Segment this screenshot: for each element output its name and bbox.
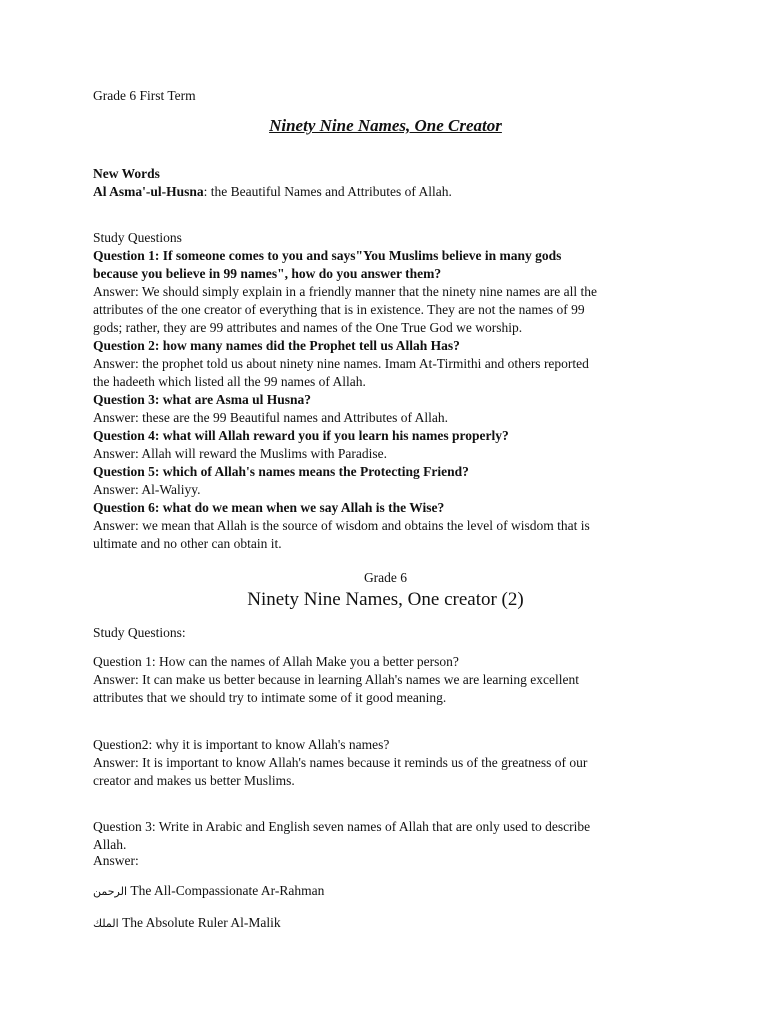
section-2-study-questions-heading: Study Questions: xyxy=(93,625,186,640)
new-words-heading: New Words xyxy=(93,166,160,181)
answer-1-line-3: gods; rather, they are 99 attributes and names of the One True God we worship. xyxy=(93,320,523,335)
allah-name-arabic: الملك xyxy=(93,917,119,930)
document-title: Ninety Nine Names, One Creator xyxy=(269,116,502,135)
answer-4: Answer: Allah will reward the Muslims with Paradise. xyxy=(93,446,387,461)
section-2-answer-1-line-2: attributes that we should try to intimate some of it good meaning. xyxy=(93,690,447,705)
question-5: Question 5: which of Allah's names means the Protecting Friend? xyxy=(93,464,469,479)
question-3: Question 3: what are Asma ul Husna? xyxy=(93,392,312,407)
answer-2-line-2: the hadeeth which listed all the 99 names of Allah. xyxy=(93,374,366,389)
question-1-line-1: Question 1: If someone comes to you and says"You Muslims believe in many gods xyxy=(93,248,562,263)
section-2-question-1: Question 1: How can the names of Allah Make you a better person? xyxy=(93,654,459,669)
allah-name-english: The Absolute Ruler Al-Malik xyxy=(122,915,281,930)
allah-name-item xyxy=(93,914,281,933)
section-2-answer-2-line-1: Answer: It is important to know Allah's names because it reminds us of the greatness of our xyxy=(93,755,588,770)
allah-name-english: The All-Compassionate Ar-Rahman xyxy=(130,883,325,898)
allah-name-item xyxy=(93,882,324,901)
section-2-answer-2-line-2: creator and makes us better Muslims. xyxy=(93,773,295,788)
answer-1-line-1: Answer: We should simply explain in a friendly manner that the ninety nine names are all the xyxy=(93,284,598,299)
document-header: Grade 6 First Term xyxy=(93,88,196,103)
section-2-answer-label: Answer: xyxy=(93,853,139,868)
new-words-term: Al Asma'-ul-Husna xyxy=(93,184,204,199)
section-2-answer-1-line-1: Answer: It can make us better because in learning Allah's names we are learning excellent xyxy=(93,672,579,687)
new-words-definition: : the Beautiful Names and Attributes of Allah. xyxy=(203,184,452,199)
answer-2-line-1: Answer: the prophet told us about ninety nine names. Imam At-Tirmithi and others reported xyxy=(93,356,589,371)
section-2-question-3-line-1: Question 3: Write in Arabic and English seven names of Allah that are only used to describe xyxy=(93,819,591,834)
answer-5: Answer: Al-Waliyy. xyxy=(93,482,201,497)
section-2-grade: Grade 6 xyxy=(363,570,408,585)
answer-3: Answer: these are the 99 Beautiful names and Attributes of Allah. xyxy=(93,410,449,425)
answer-1-line-2: attributes of the one creator of everything that is in existence. They are not the names of 99 xyxy=(93,302,585,317)
study-questions-heading: Study Questions xyxy=(93,230,182,245)
answer-6-line-2: ultimate and no other can obtain it. xyxy=(93,536,282,551)
question-4: Question 4: what will Allah reward you if you learn his names properly? xyxy=(93,428,509,443)
question-1-line-2: because you believe in 99 names", how do you answer them? xyxy=(93,266,442,281)
question-6: Question 6: what do we mean when we say Allah is the Wise? xyxy=(93,500,445,515)
allah-name-arabic: الرحمن xyxy=(93,885,128,898)
section-2-title: Ninety Nine Names, One creator (2) xyxy=(247,589,524,610)
answer-6-line-1: Answer: we mean that Allah is the source of wisdom and obtains the level of wisdom that is xyxy=(93,518,590,533)
new-words-definition-line xyxy=(93,183,452,201)
section-2-question-3-line-2: Allah. xyxy=(93,837,127,852)
question-2: Question 2: how many names did the Prophet tell us Allah Has? xyxy=(93,338,460,353)
section-2-question-2: Question2: why it is important to know Allah's names? xyxy=(93,737,390,752)
